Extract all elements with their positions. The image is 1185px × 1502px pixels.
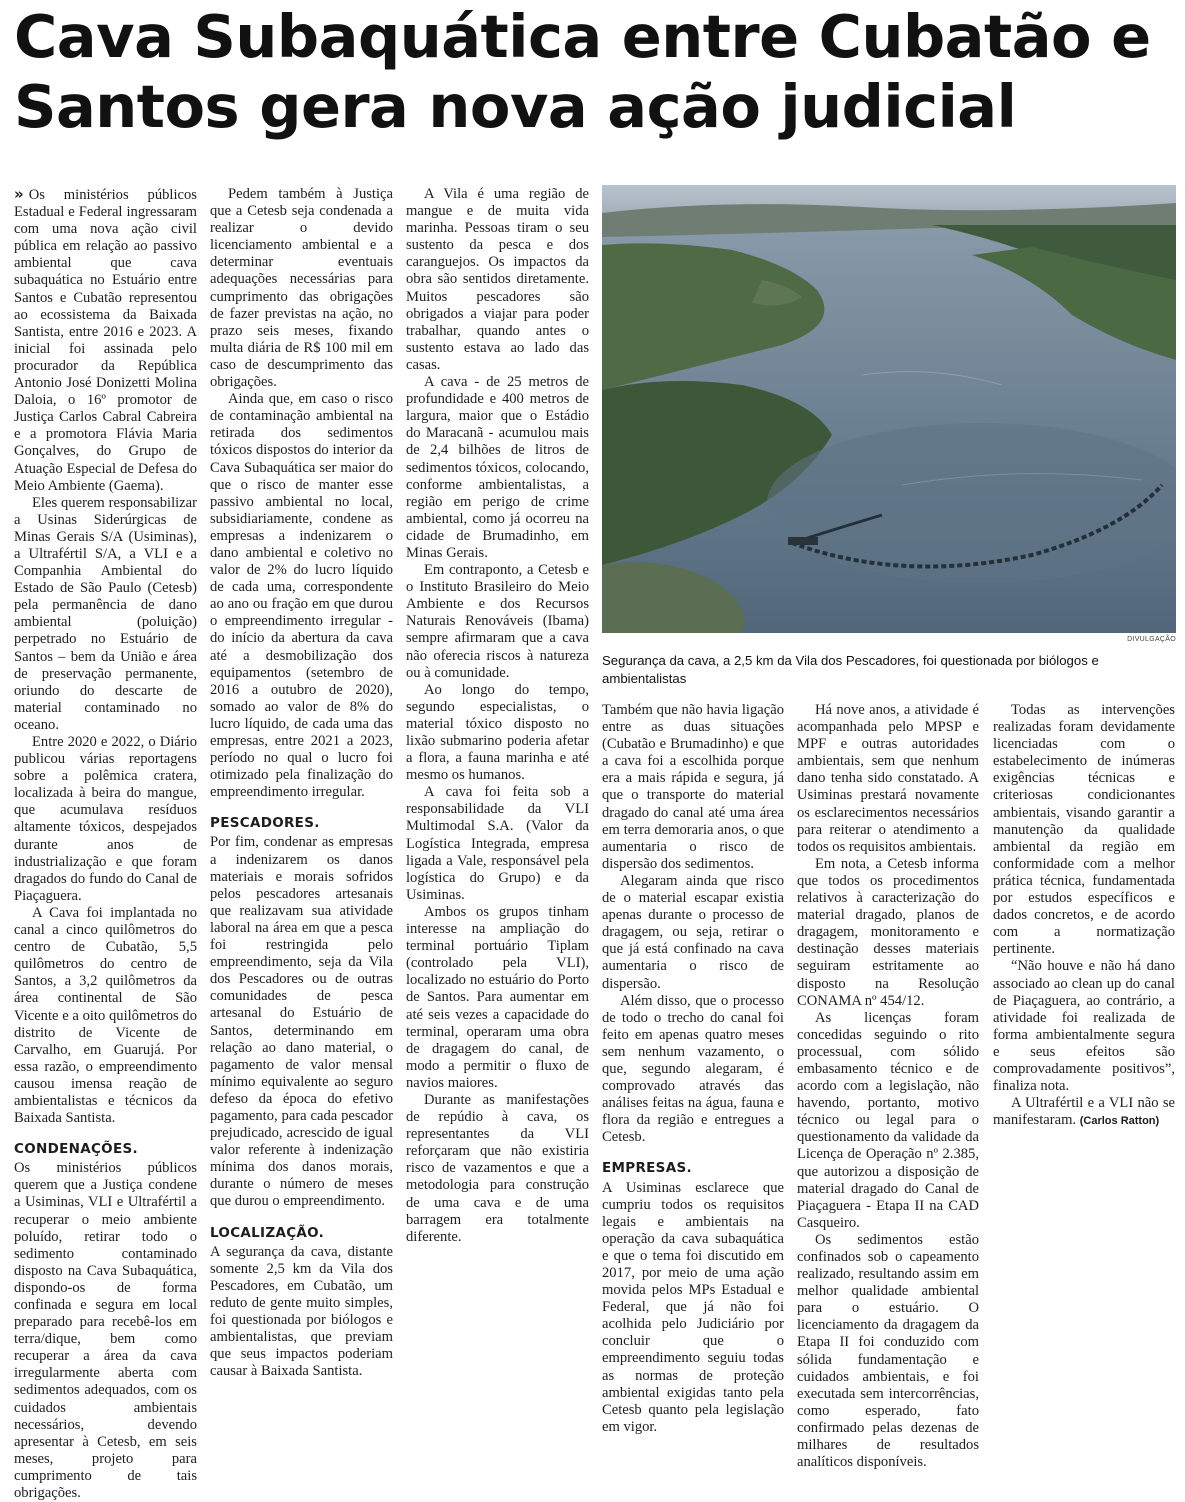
article-column-6 [993,702,1175,1130]
section-heading-pescadores: PESCADORES. [210,815,320,832]
article-paragraph: A cava - de 25 metros de profundidade e 400 metros de largura, maior que o Estádio do Maracanã - acumulou mais de 2,4 bilhões de litros de sedimentos tóxicos, colocando, conforme ambientalistas, a região em perigo de crime ambiental, como já ocorreu na cidade de Brumadinho, em Minas Gerais. [406,374,589,561]
article-paragraph: » Os ministérios públicos Estadual e Federal ingressaram com uma nova ação civil pública em relação ao passivo ambiental que cava subaquática no Estuário entre Santos e Cubatão representou ao ecossistema da Baixada Santista, entre 2016 e 2023. A inicial foi assinada pelo procurador da República Antonio José Donizetti Molina Daloia, o 16º promotor de Justiça Carlos Cabral Cabreira e a promotora Flávia Maria Gonçalves, do Grupo de Atuação Especial de Defesa do Meio Ambiente (Gaema). [14,185,197,494]
article-paragraph: Também que não havia ligação entre as duas situações (Cubatão e Brumadinho) e que a cava foi a escolhida porque era a mais rápida e segura, já que o transporte do material dragado do canal até uma área em terra demoraria anos, o que aumentaria o risco de dispersão dos sedimentos. [602,702,784,872]
column-continuation-spacer [210,152,393,186]
article-paragraph: Entre 2020 e 2022, o Diário publicou várias reportagens sobre a polêmica cratera, localizada à beira do mangue, que acumulava resíduos altamente tóxicos, despejados durante anos de industrialização e que foram dragados do fundo do Canal de Piaçaguera. [14,734,197,904]
section-heading-empresas: EMPRESAS. [602,1160,692,1177]
section-heading-localizacao: LOCALIZAÇÃO. [210,1224,325,1241]
article-column-4 [602,702,784,1436]
article-paragraph: “Não houve e não há dano associado ao clean up do canal de Piaçaguera, ao contrário, a atividade foi realizada de forma ambientalmente segura e seus efeitos são comprovadamente positivos”, finaliza nota. [993,958,1175,1095]
photo-caption: Segurança da cava, a 2,5 km da Vila dos Pescadores, foi questionada por biólogos e ambientalistas [602,653,1099,686]
section-heading-condenacoes: CONDENAÇÕES. [14,1141,138,1158]
article-paragraph: A segurança da cava, distante somente 2,5 km da Vila dos Pescadores, em Cubatão, um reduto de gente muito simples, foi questionada por biólogos e ambientalistas, que previam que seus impactos poderiam causar à Baixada Santista. [210,1243,393,1380]
chevron-right-icon: » [14,185,24,203]
article-paragraph: Em contraponto, a Cetesb e o Instituto Brasileiro do Meio Ambiente e dos Recursos Naturais Renováveis (Ibama) sempre afirmaram que a cava não oferecia riscos à natureza ou à comunidade. [406,562,589,681]
article-paragraph: Há nove anos, a atividade é acompanhada pelo MPSP e MPF e outras autoridades ambientais, sem que nenhum dano tenha sido constatado. A Usiminas prestará novamente os esclarecimentos necessários para reiterar o atendimento a todos os requisitos ambientais. [797,702,979,855]
article-column-2 [210,152,393,1380]
article-column-5 [797,668,979,1471]
article-paragraph: As licenças foram concedidas seguindo o rito processual, com sólido embasamento técnico e de acordo com a legislação, não havendo, portanto, motivo técnico ou legal para o questionamento da validade da Licença de Operação nº 2.385, que autorizou a disposição de material dragado do Canal de Piaçaguera - Etapa II na CAD Casqueiro. [797,1009,979,1231]
column-continuation-spacer [797,668,979,702]
article-paragraph: Ambos os grupos tinham interesse na ampliação do terminal portuário Tiplam (controlado pela VLI), localizado no estuário do Porto de Santos. Para aumentar em até seis vezes a capacidade do terminal, operaram uma obra de dragagem do canal, de modo a permitir o fluxo de navios maiores. [406,903,589,1091]
article-paragraph: A cava foi feita sob a responsabilidade da VLI Multimodal S.A. (Valor da Logística Integrada, empresa ligada a Vale, responsável pela logística do Grupo) e da Usiminas. [406,784,589,903]
byline: (Carlos Ratton) [1079,1115,1160,1128]
article-paragraph: A Usiminas esclarece que cumpriu todos os requisitos legais e ambientais na operação da cava subaquática e que o tema foi discutido em 2017, por meio de uma ação movida pelos MPs Estadual e Federal, que já não foi acolhida pelo Judiciário por concluir que o empreendimento seguiu todas as normas de proteção ambiental exigidas tanto pela Cetesb quanto pela legislação em vigor. [602,1179,784,1435]
aerial-photo-illustration [602,185,1176,633]
article-paragraph: Pedem também à Justiça que a Cetesb seja condenada a realizar o devido licenciamento ambiental e a determinar eventuais adequações necessárias para cumprimento das obrigações de fazer previstas na ação, no prazo seis meses, fixando multa diária de R$ 100 mil em caso de descumprimento das obrigações. [210,186,393,391]
aerial-photo [602,185,1176,633]
article-paragraph: Os ministérios públicos querem que a Justiça condene a Usiminas, VLI e Ultrafértil a recuperar o meio ambiente poluído, retirar todo o sedimento contaminado disposto na Cava Subaquática, dispondo-os de forma confinada e segura em local preparado para recebê-los em terra/dique, bem como recuperar a área da cava irregularmente aberta com sedimentos adequados, com os cuidados ambientais necessários, devendo apresentar à Cetesb, em seis meses, projeto para cumprimento de tais obrigações. [14,1160,197,1502]
article-paragraph: Ao longo do tempo, segundo especialistas, o material tóxico disposto no lixão submarino poderia afetar a flora, a fauna marinha e até mesmo os humanos. [406,681,589,784]
headline: Cava Subaquática entre Cubatão e Santos gera nova ação judicial [14,2,1151,141]
article-paragraph: A Ultrafértil e a VLI não se manifestaram. (Carlos Ratton) [993,1095,1175,1129]
article-paragraph: Além disso, que o processo de todo o trecho do canal foi feito em apenas quatro meses sem nenhum vazamento, o que, segundo alegaram, é comprovado através das análises feitas na água, fauna e flora da região e entregues a Cetesb. [602,992,784,1146]
article-paragraph: Os sedimentos estão confinados sob o capeamento realizado, resultando assim em melhor qualidade ambiental para o estuário. O licenciamento da dragagem da Etapa II foi conduzido com sólida fundamentação e cuidados ambientais, e foi executada sem intercorrências, como esperado, fato confirmado pelas dezenas de milhares de resultados analíticos disponíveis. [797,1231,979,1471]
article-paragraph: Alegaram ainda que risco de o material escapar existia apenas durante o processo de dragagem, ou seja, retirar o que já está confinado na cava aumentaria o risco de dispersão. [602,872,784,992]
article-paragraph: Eles querem responsabilizar a Usinas Siderúrgicas de Minas Gerais S/A (Usiminas), a Ultrafértil S/A, a VLI e a Companhia Ambiental do Estado de São Paulo (Cetesb) pela permanência de dano ambiental (poluição) perpetrado no Estuário de Santos – bem da União e área de preservação permanente, oriundo do descarte de material contaminado no oceano. [14,494,197,733]
article-paragraph: Em nota, a Cetesb informa que todos os procedimentos relativos à caracterização do material dragado, planos de dragagem, monitoramento e destinação desses materiais seguiram estritamente ao disposto na Resolução CONAMA nº 454/12. [797,855,979,1009]
article-paragraph: Ainda que, em caso o risco de contaminação ambiental na retirada dos sedimentos tóxicos dispostos do interior da Cava Subaquática ser maior do que o risco de manter esse passivo ambiental no local, subsidiariamente, condene as empresas a indenizarem o dano ambiental e coletivo no valor de 2% do lucro líquido de cada uma, correspondente ao ano ou fração em que durou o empreendimento irregular - do início da abertura da cava até a desmobilização dos equipamentos (setembro de 2016 a outubro de 2020), somado ao valor de 8% do lucro líquido, de cada uma das empresas, entre 2021 a 2023, período no qual o lucro foi otimizado pela finalização do empreendimento irregular. [210,391,393,801]
article-paragraph: A Cava foi implantada no canal a cinco quilômetros do centro de Cubatão, 5,5 quilômetros do centro de Santos, a 3,2 quilômetros da área continental de São Vicente e a oito quilômetros do distrito de Vicente de Carvalho, em Guarujá. Por essa razão, o empreendimento causou imensa reação de ambientalistas e técnicos da Baixada Santista. [14,904,197,1127]
article-paragraph: Durante as manifestações de repúdio à cava, os representantes da VLI reforçaram que não existiria risco de vazamentos e que a metodologia para construção de uma cava e de uma barragem era totalmente diferente. [406,1091,589,1245]
article-column-1 [14,186,197,1502]
article-column-3 [406,186,589,1246]
article-paragraph: Todas as intervenções realizadas foram devidamente licenciadas com o estabelecimento de inúmeras exigências técnicas e criteriosas condicionantes ambientais, visando garantir a manutenção da qualidade ambiental da região em conformidade com a melhor prática técnica, fundamentada por estudos específicos e dados concretos, e de acordo com a normatização pertinente. [993,702,1175,958]
article-paragraph: Por fim, condenar as empresas a indenizarem os danos materiais e morais sofridos pelos pescadores artesanais que realizavam sua atividade laboral na área em que a pesca foi restringida pelo empreendimento, seja da Vila dos Pescadores ou de outras comunidades de pesca artesanal do Estuário de Santos, determinando em relação ao dano material, o pagamento de valor mensal mínimo equivalente ao seguro defeso da época do efetivo pagamento, para cada pescador prejudicado, acrescido de igual valor referente à indenização mínima dos danos morais, durante o número de meses que durou o empreendimento. [210,834,393,1210]
photo-credit: DIVULGAÇÃO [1127,636,1176,643]
article-paragraph: A Vila é uma região de mangue e de muita vida marinha. Pessoas tiram o seu sustento da pesca e dos caranguejos. Os impactos da obra são sentidos diretamente. Muitos pescadores são obrigados a viajar para poder trabalhar, quando antes o sustento estava ao lado das casas. [406,186,589,373]
